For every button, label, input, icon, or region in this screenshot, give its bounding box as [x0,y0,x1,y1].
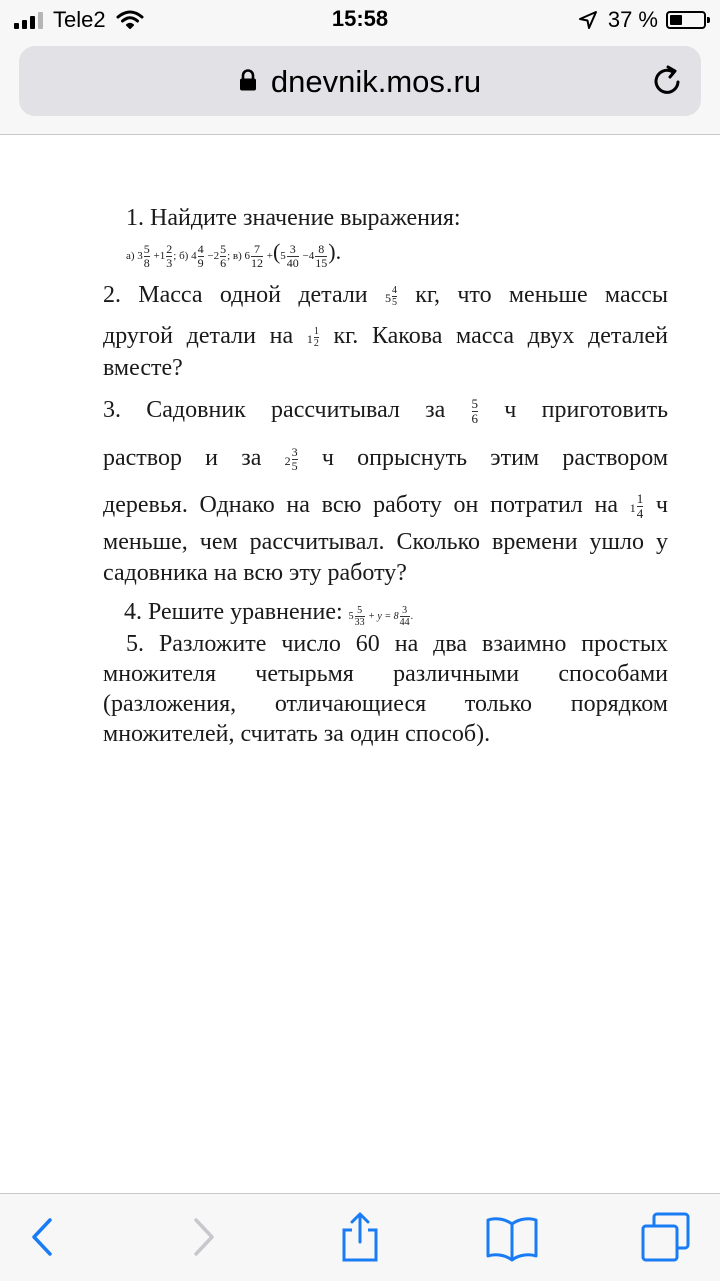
address-bar[interactable] [19,46,701,116]
browser-toolbar [0,1193,720,1281]
battery-icon [666,11,706,29]
task-2-line-3: вместе? [103,355,183,381]
battery-percent: 37 % [607,7,658,32]
task-3-line-1: 3. Садовник рассчитывал за $\frac{5}{6}$ ч приготовить [103,395,669,426]
status-bar [0,0,720,40]
url-text[interactable]: dnevnik.mos.ru [270,64,482,99]
location-arrow-icon [578,10,598,30]
task-4: 4. Решите уравнение: 5 $\frac{5}{33}$ + y = 8 $\frac{3}{44}$ . [124,599,414,629]
forward-button[interactable] [176,1212,232,1262]
tabs-button[interactable] [638,1212,694,1262]
task-3-line-3: деревья. Однако на всю работу он потратил на 1 $\frac{1}{4}$ ч [103,490,668,521]
task-5-line-2: множителя четырьмя различными способами [103,661,668,687]
task-3-line-5: садовника на всю эту работу? [103,560,407,586]
bookmarks-button[interactable] [484,1212,540,1262]
task-1-title: 1. Найдите значение выражения: [126,205,461,231]
back-button[interactable] [14,1212,70,1262]
task-5-line-1: 5. Разложите число 60 на два взаимно простых [126,631,668,657]
carrier-name: Tele2 [53,7,106,32]
task-3-line-4: меньше, чем рассчитывал. Сколько времени ушло у [103,529,668,555]
share-button[interactable] [332,1212,388,1262]
clock: 15:58 [331,6,389,31]
page-content [0,135,720,1193]
task-5-line-4: множителей, считать за один способ). [103,721,491,747]
task-3-line-2: раствор и за 2 $\frac{3}{5}$ ч опрыснуть этим раствором [103,444,669,473]
task-5-line-3: (разложения, отличающиеся только порядком [103,691,668,717]
reload-icon[interactable] [651,64,685,98]
browser-header [0,40,720,135]
task-1-expressions: а) 3 $\frac{5}{8}$ +1 $\frac{2}{3}$ ; б) 4 $\frac{4}{9}$ −2 $\frac{5}{6}$ ; в) 6 $\frac{7}{12}$ +(5 $\frac{3}{40}$ −4 $\frac{8}{15}$ ). [126,239,342,270]
task-2-line-1: 2. Масса одной детали 5 $\frac{4}{5}$ кг, что меньше массы [103,282,669,308]
lock-icon [239,69,257,91]
task-2-line-2: другой детали на 1 $\frac{1}{2}$ кг. Какова масса двух деталей [103,323,669,349]
